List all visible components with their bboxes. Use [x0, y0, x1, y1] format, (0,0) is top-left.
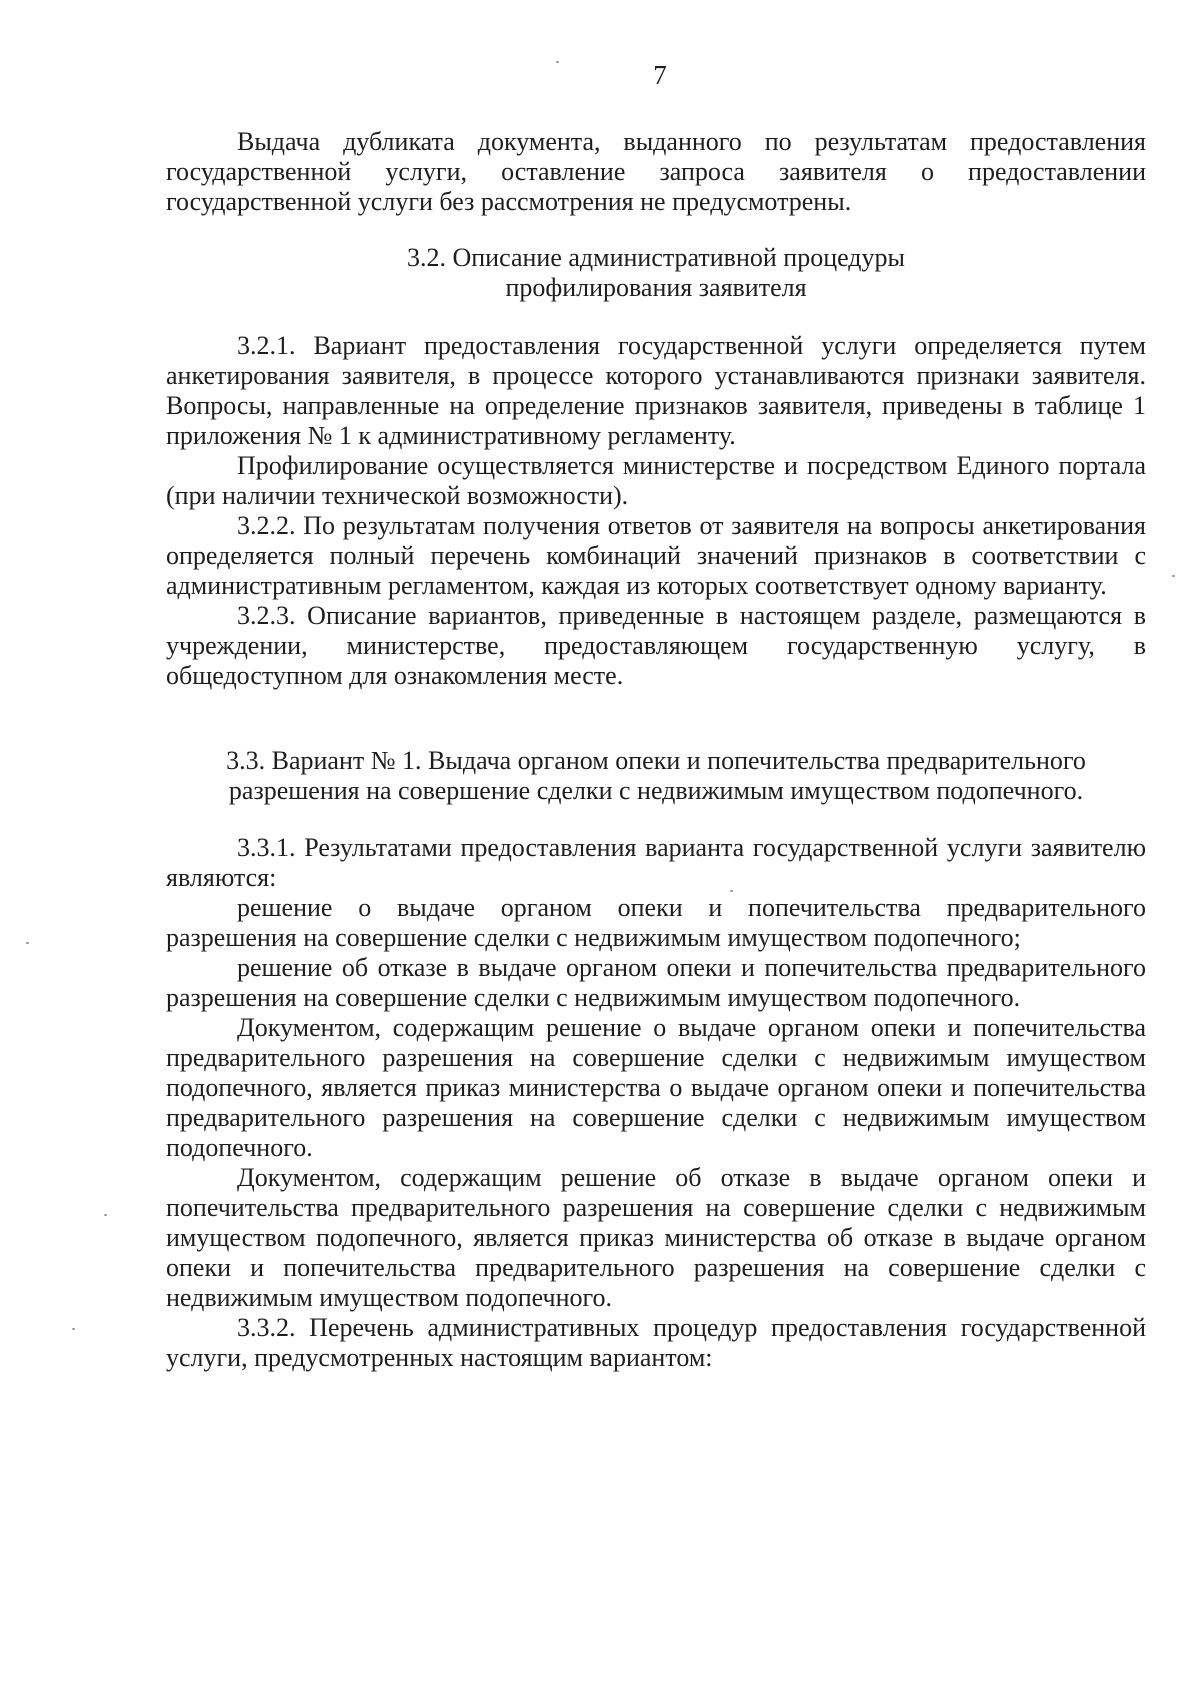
paragraph-duplicate-issuance: Выдача дубликата документа, выданного по результатам предоставления государственной услуги, оставление запроса заявителя о предоставлении государственной услуги без рассмотрения не предусмотрены.: [166, 127, 1146, 216]
section-3-3-heading-line1: 3.3. Вариант № 1. Выдача органом опеки и попечительства предварительного: [226, 746, 1086, 775]
section-3-2-heading-line2: профилирования заявителя: [505, 273, 807, 302]
scan-speck: [104, 1214, 107, 1216]
page-number: 7: [653, 60, 667, 90]
scan-speck: [1172, 575, 1175, 577]
paragraph-document-refusal: Документом, содержащим решение об отказе в выдаче органом опеки и попечительства предварительного разрешения на совершение сделки с недвижимым имуществом подопечного, является приказ министерства об отказе в выдаче органом опеки и попечительства предварительного разрешения на совершение сделки с недвижимым имуществом подопечного.: [166, 1163, 1146, 1312]
scan-speck: [72, 1328, 75, 1330]
section-3-2-heading: [166, 243, 1146, 303]
paragraph-3-2-3: 3.2.3. Описание вариантов, приведенные в настоящем разделе, размещаются в учреждении, министерстве, предоставляющем государственную услугу, в общедоступном для ознакомления месте.: [166, 601, 1146, 690]
intro-block: [166, 127, 1146, 217]
paragraph-3-2-2: 3.2.2. По результатам получения ответов от заявителя на вопросы анкетирования определяется полный перечень комбинаций значений признаков в соответствии с административным регламентом, каждая из которых соответствует одному варианту.: [166, 511, 1146, 600]
section-3-2-body: [166, 331, 1146, 691]
section-3-3-heading-line2: разрешения на совершение сделки с недвижимым имуществом подопечного.: [228, 776, 1084, 805]
paragraph-3-3-2: 3.3.2. Перечень административных процедур предоставления государственной услуги, предусмотренных настоящим вариантом:: [166, 1313, 1146, 1372]
scan-speck: [26, 942, 29, 944]
scan-speck: [730, 890, 733, 892]
section-3-3-body: [166, 833, 1146, 1373]
paragraph-3-3-1: 3.3.1. Результатами предоставления варианта государственной услуги заявителю являются:: [166, 833, 1146, 892]
section-3-3-heading: [166, 746, 1146, 806]
paragraph-profiling: Профилирование осуществляется министерстве и посредством Единого портала (при наличии технической возможности).: [166, 451, 1146, 510]
paragraph-document-issue: Документом, содержащим решение о выдаче органом опеки и попечительства предварительного разрешения на совершение сделки с недвижимым имуществом подопечного, является приказ министерства о выдаче органом опеки и попечительства предварительного разрешения на совершение сделки с недвижимым имуществом подопечного.: [166, 1013, 1146, 1162]
scan-speck: [556, 61, 559, 63]
paragraph-decision-issue: решение о выдаче органом опеки и попечительства предварительного разрешения на совершение сделки с недвижимым имуществом подопечного;: [166, 893, 1146, 952]
paragraph-decision-refusal: решение об отказе в выдаче органом опеки и попечительства предварительного разрешения на совершение сделки с недвижимым имуществом подопечного.: [166, 953, 1146, 1012]
section-3-2-heading-line1: 3.2. Описание административной процедуры: [406, 243, 906, 272]
paragraph-3-2-1: 3.2.1. Вариант предоставления государственной услуги определяется путем анкетирования заявителя, в процессе которого устанавливаются признаки заявителя. Вопросы, направленные на определение признаков заявителя, приведены в таблице 1 приложения № 1 к административному регламенту.: [166, 331, 1146, 450]
